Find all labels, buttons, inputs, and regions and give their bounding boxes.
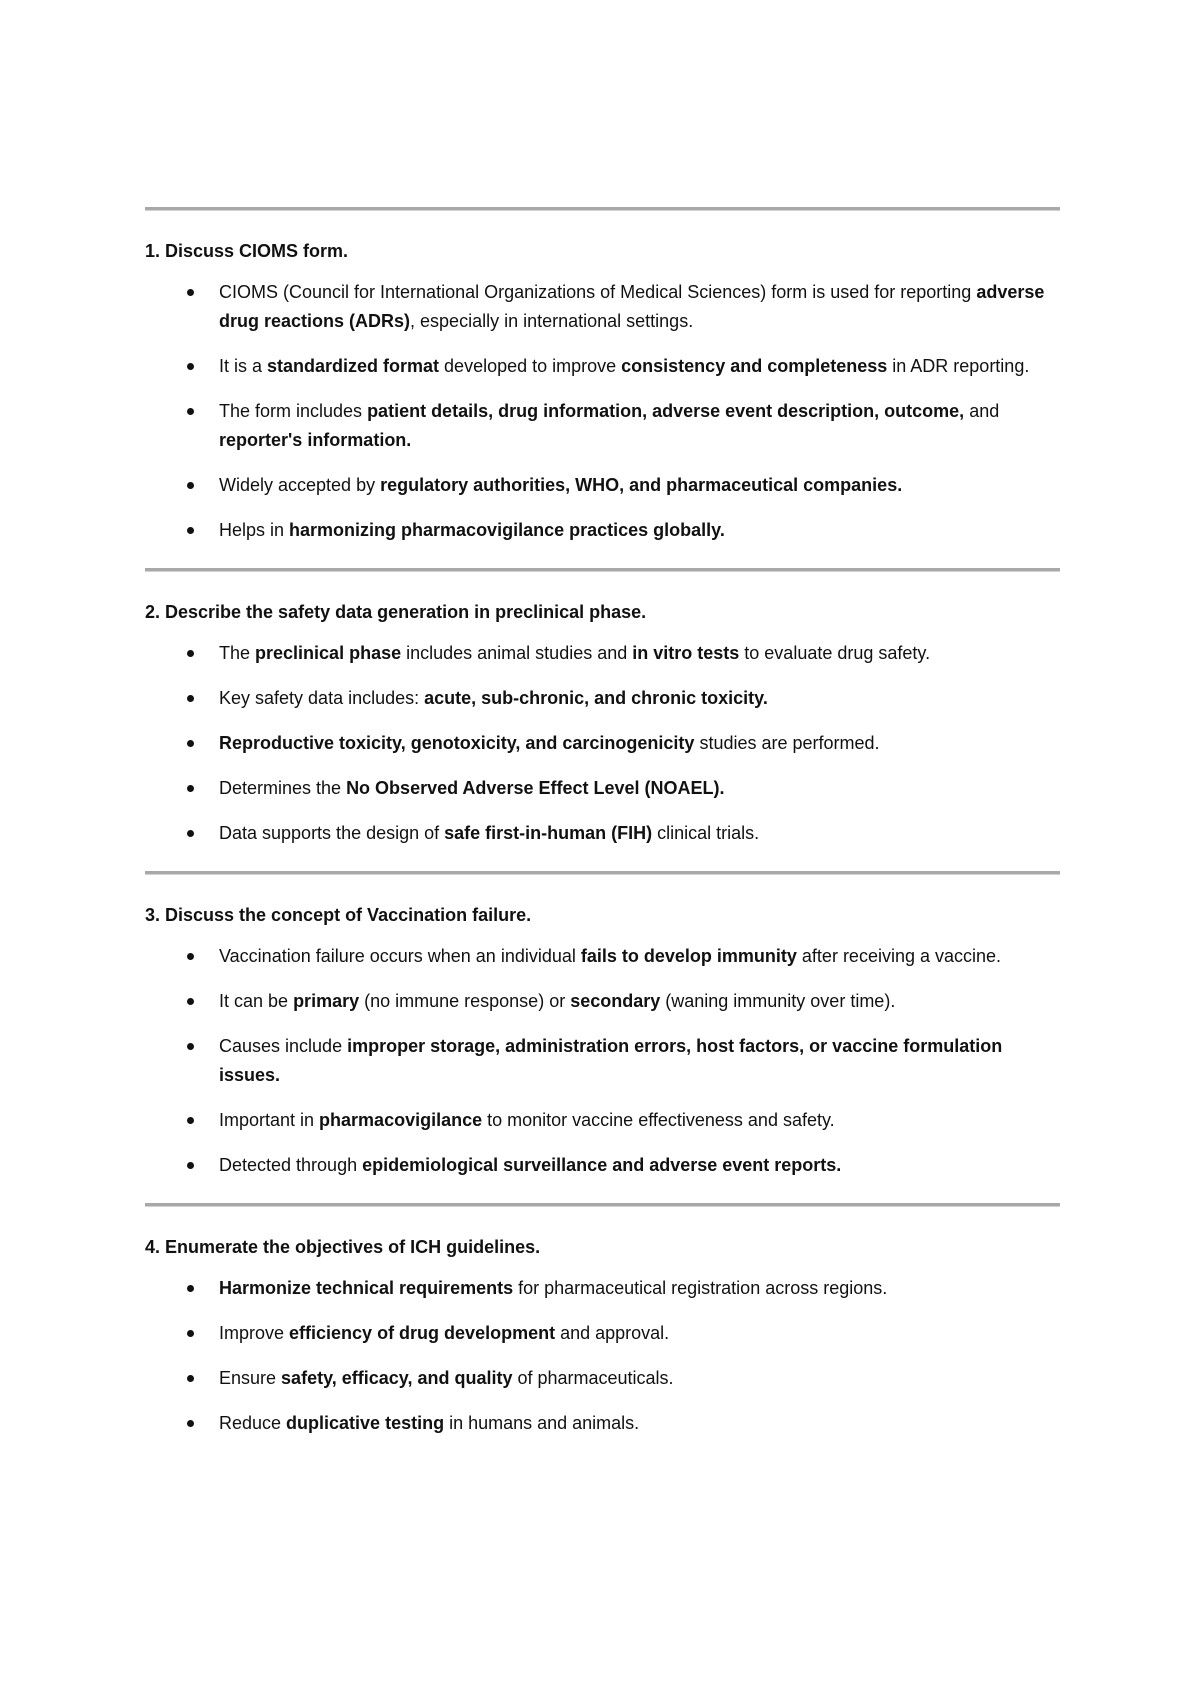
list-item — [145, 1151, 1060, 1180]
list-item — [145, 774, 1060, 803]
horizontal-rule — [145, 1203, 1060, 1207]
item-text: Improve efficiency of drug development and approval. — [219, 1323, 670, 1343]
item-text: The preclinical phase includes animal studies and in vitro tests to evaluate drug safety. — [219, 643, 931, 663]
list-item — [145, 278, 1060, 336]
item-text: Vaccination failure occurs when an individual fails to develop immunity after receiving a vaccine. — [219, 946, 1002, 966]
list-item — [145, 942, 1060, 971]
bullet-icon — [187, 1043, 194, 1050]
item-text: CIOMS (Council for International Organizations of Medical Sciences) form is used for reporting adverse drug reactions (ADRs), especially in international settings. — [219, 282, 1045, 331]
list-item — [145, 352, 1060, 381]
bullet-icon — [187, 408, 194, 415]
item-text: Harmonize technical requirements for pharmaceutical registration across regions. — [219, 1278, 888, 1298]
section-preclinical-safety — [145, 568, 1060, 848]
bullet-icon — [187, 482, 194, 489]
item-text: It can be primary (no immune response) or secondary (waning immunity over time). — [219, 991, 896, 1011]
bullet-icon — [187, 785, 194, 792]
item-text: Key safety data includes: acute, sub-chronic, and chronic toxicity. — [219, 688, 768, 708]
list-item — [145, 1409, 1060, 1438]
bullet-icon — [187, 527, 194, 534]
item-text: Detected through epidemiological surveillance and adverse event reports. — [219, 1155, 842, 1175]
bullet-icon — [187, 1285, 194, 1292]
list-item — [145, 1106, 1060, 1135]
bullet-icon — [187, 1420, 194, 1427]
bullet-list — [145, 639, 1060, 848]
list-item — [145, 1274, 1060, 1303]
list-item — [145, 639, 1060, 668]
section-ich-objectives — [145, 1203, 1060, 1438]
list-item — [145, 397, 1060, 455]
document-page — [145, 207, 1060, 1454]
list-item — [145, 987, 1060, 1016]
section-cioms-form — [145, 207, 1060, 545]
item-text: Ensure safety, efficacy, and quality of pharmaceuticals. — [219, 1368, 674, 1388]
section-heading: 4. Enumerate the objectives of ICH guidelines. — [145, 1237, 541, 1257]
item-text: Important in pharmacovigilance to monitor vaccine effectiveness and safety. — [219, 1110, 835, 1130]
section-vaccination-failure — [145, 871, 1060, 1180]
bullet-icon — [187, 289, 194, 296]
bullet-list — [145, 942, 1060, 1180]
horizontal-rule — [145, 871, 1060, 875]
bullet-icon — [187, 953, 194, 960]
item-text: Causes include improper storage, administration errors, host factors, or vaccine formulation issues. — [219, 1036, 1003, 1085]
item-text: Helps in harmonizing pharmacovigilance practices globally. — [219, 520, 725, 540]
bullet-icon — [187, 1162, 194, 1169]
section-heading: 2. Describe the safety data generation in preclinical phase. — [145, 602, 647, 622]
bullet-icon — [187, 650, 194, 657]
list-item — [145, 1032, 1060, 1090]
list-item — [145, 516, 1060, 545]
bullet-icon — [187, 1330, 194, 1337]
bullet-list — [145, 1274, 1060, 1438]
list-item — [145, 1319, 1060, 1348]
bullet-list — [145, 278, 1060, 545]
item-text: Determines the No Observed Adverse Effect Level (NOAEL). — [219, 778, 725, 798]
bullet-icon — [187, 363, 194, 370]
horizontal-rule — [145, 568, 1060, 572]
horizontal-rule — [145, 207, 1060, 211]
bullet-icon — [187, 830, 194, 837]
bullet-icon — [187, 695, 194, 702]
bullet-icon — [187, 1117, 194, 1124]
item-text: Reproductive toxicity, genotoxicity, and carcinogenicity studies are performed. — [219, 733, 880, 753]
list-item — [145, 471, 1060, 500]
list-item — [145, 684, 1060, 713]
list-item — [145, 729, 1060, 758]
bullet-icon — [187, 998, 194, 1005]
item-text: Widely accepted by regulatory authorities, WHO, and pharmaceutical companies. — [219, 475, 903, 495]
list-item — [145, 819, 1060, 848]
section-heading: 3. Discuss the concept of Vaccination failure. — [145, 905, 532, 925]
bullet-icon — [187, 740, 194, 747]
section-heading: 1. Discuss CIOMS form. — [145, 241, 349, 261]
item-text: It is a standardized format developed to improve consistency and completeness in ADR reporting. — [219, 356, 1030, 376]
item-text: Data supports the design of safe first-in-human (FIH) clinical trials. — [219, 823, 760, 843]
list-item — [145, 1364, 1060, 1393]
item-text: Reduce duplicative testing in humans and animals. — [219, 1413, 640, 1433]
item-text: The form includes patient details, drug information, adverse event description, outcome, and reporter's information. — [219, 401, 1000, 450]
bullet-icon — [187, 1375, 194, 1382]
